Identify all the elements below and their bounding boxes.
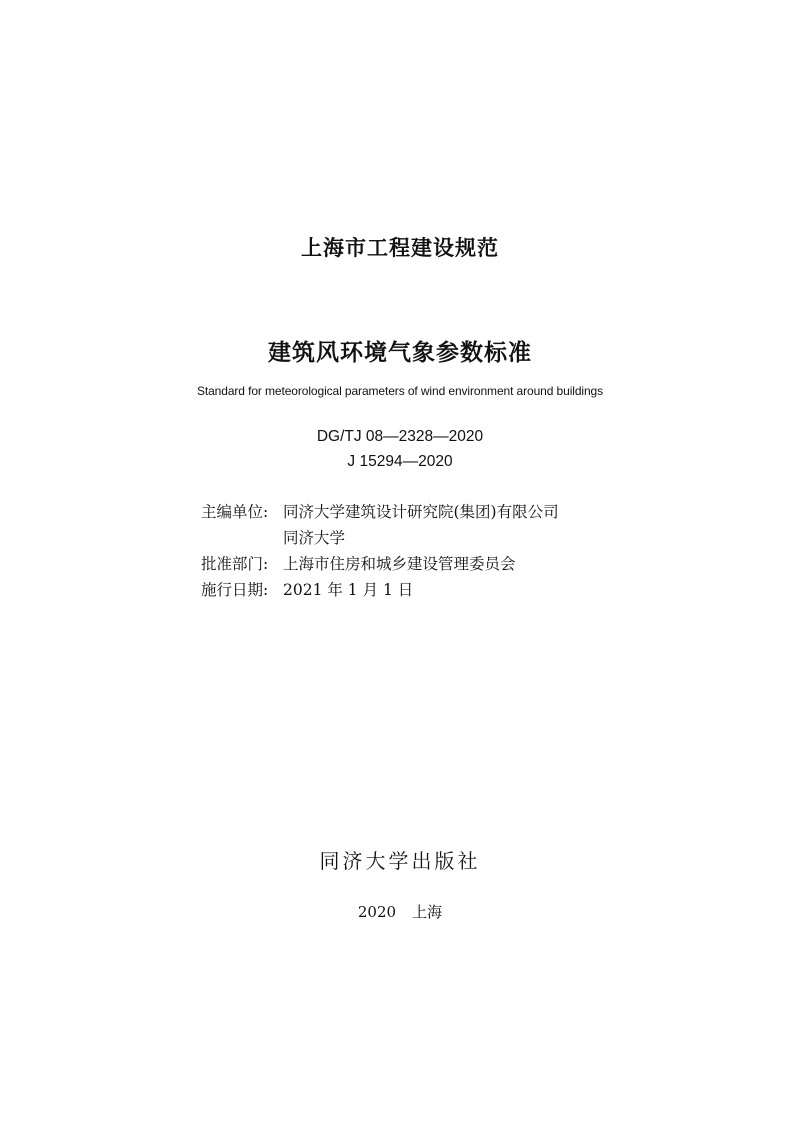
issuing-info	[201, 499, 559, 603]
series-title: 上海市工程建设规范	[301, 236, 499, 260]
effective-row	[201, 577, 559, 603]
effective-date: 2021 年 1 月 1 日	[283, 581, 414, 599]
editor-2: 同济大学	[283, 529, 346, 547]
document-title: 建筑风环境气象参数标准	[268, 340, 532, 366]
approver-row	[201, 551, 559, 577]
editor-row-2	[201, 525, 559, 551]
english-title: Standard for meteorological parameters of wind environment around buildings	[196, 384, 604, 398]
record-number: J 15294—2020	[347, 453, 453, 470]
publication-city: 上海	[412, 903, 443, 921]
publication-year: 2020	[357, 903, 397, 921]
approver-label: 批准部门:	[201, 555, 269, 573]
editor-row	[201, 499, 559, 525]
publisher-name: 同济大学出版社	[319, 849, 481, 873]
approver: 上海市住房和城乡建设管理委员会	[283, 555, 516, 573]
publication-line	[0, 901, 800, 922]
editor-1: 同济大学建筑设计研究院(集团)有限公司	[283, 503, 559, 521]
standard-number: DG/TJ 08—2328—2020	[316, 428, 484, 445]
effective-label: 施行日期:	[201, 581, 269, 599]
editor-label: 主编单位:	[201, 503, 269, 521]
